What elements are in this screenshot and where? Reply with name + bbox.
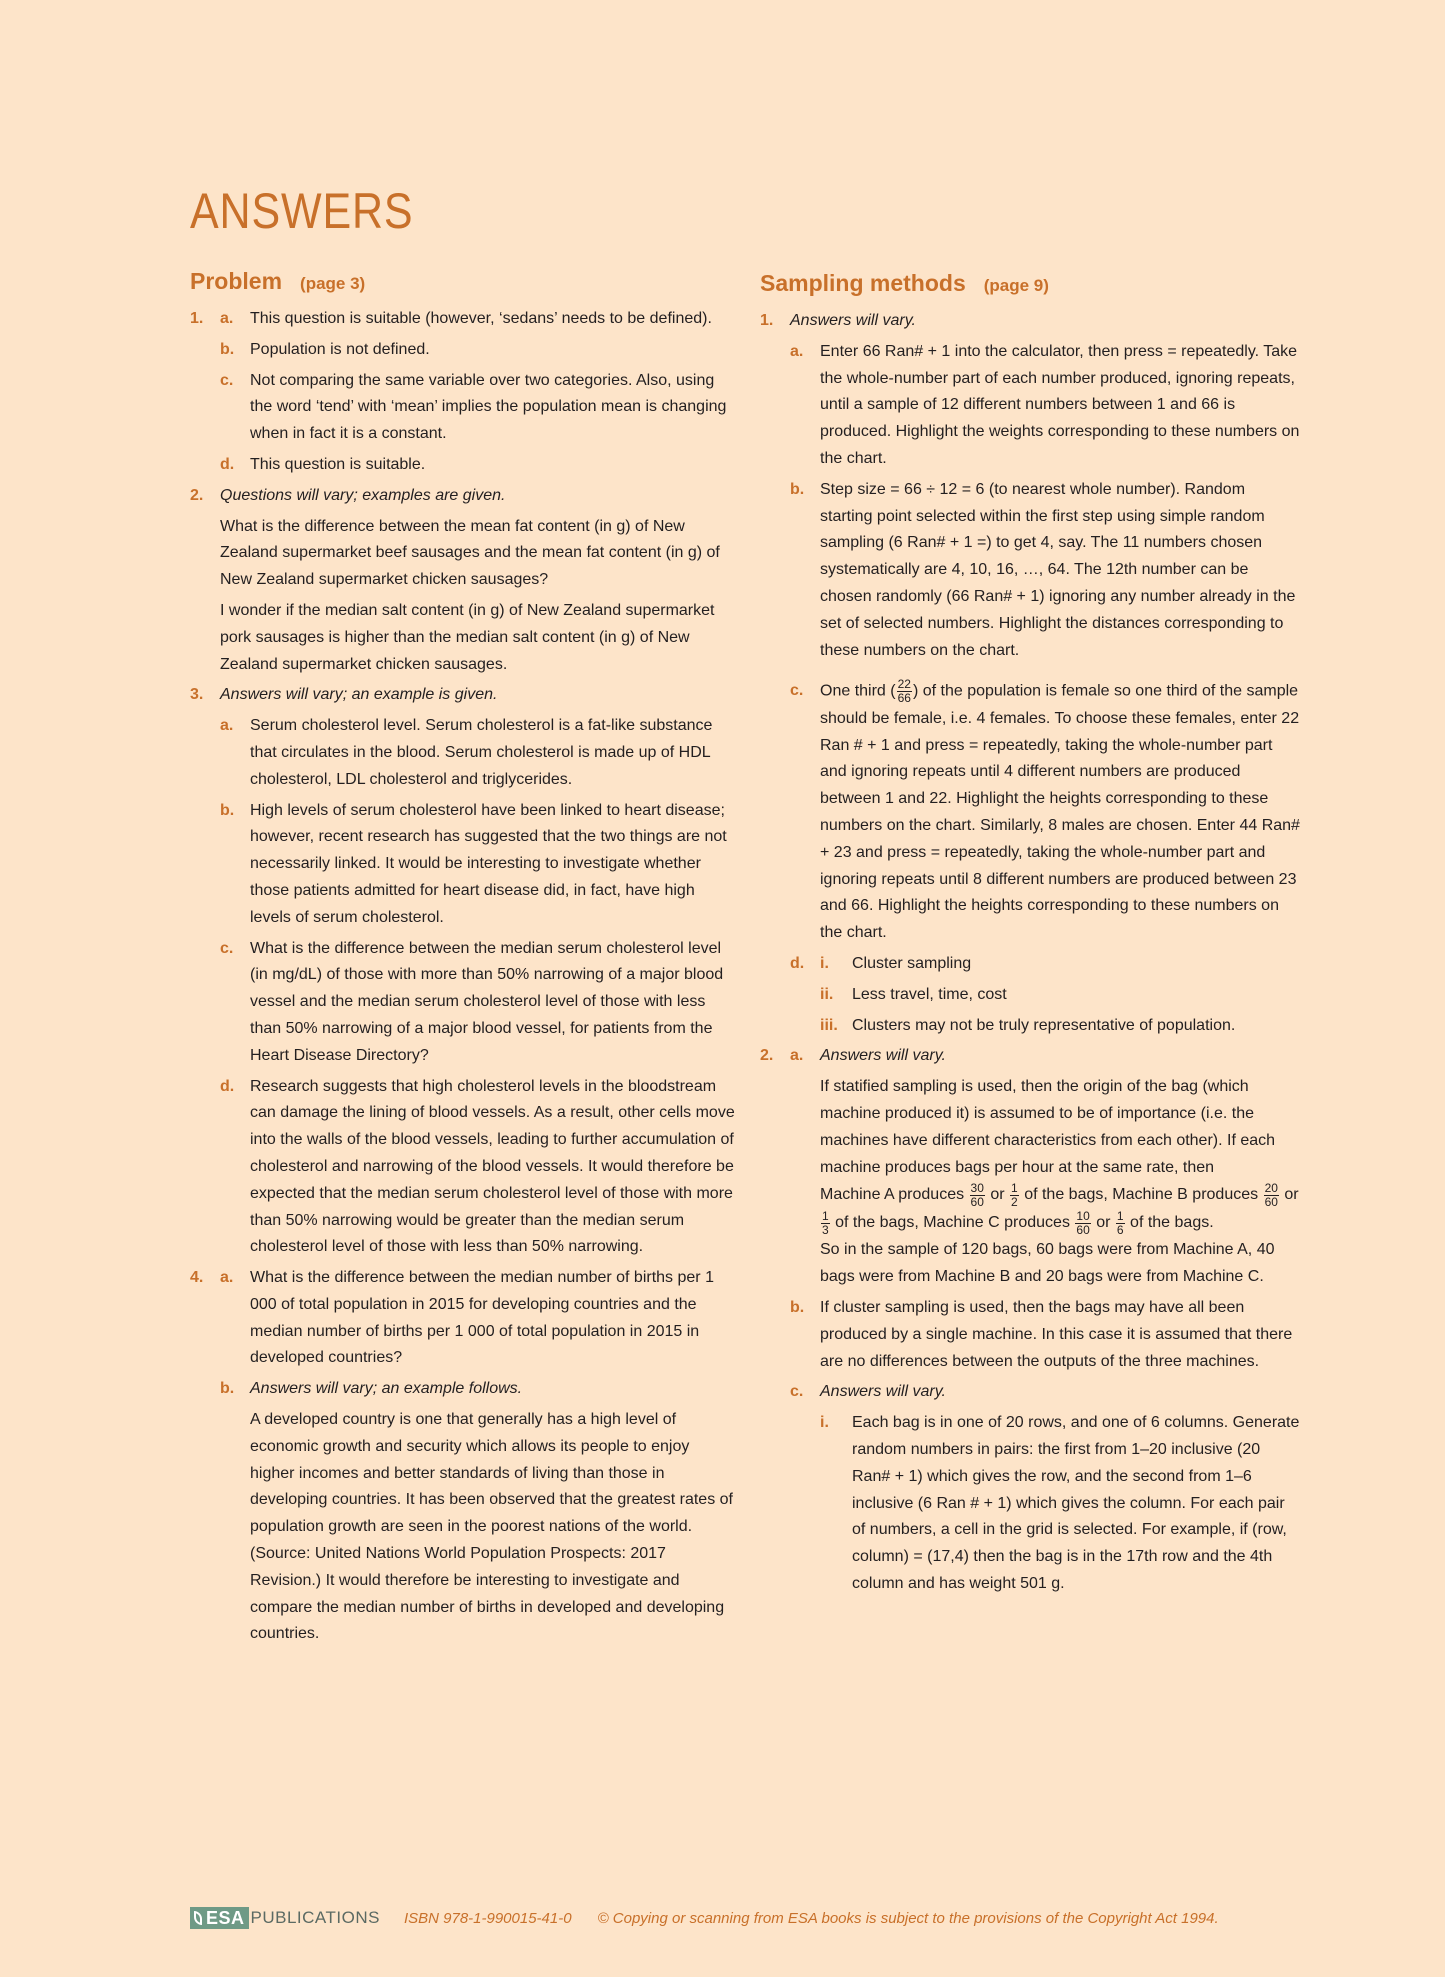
answer-text: Population is not defined.	[250, 340, 430, 358]
fraction	[821, 1210, 830, 1237]
section-heading-problem	[190, 268, 735, 302]
fraction-numerator: 1	[822, 1208, 829, 1223]
text-fragment: One third (	[820, 683, 896, 701]
answer-text: This question is suitable (however, ‘sedans’ needs to be defined).	[250, 310, 712, 327]
question-number: 2.	[190, 486, 204, 504]
answer-text: This question is suitable.	[250, 455, 426, 473]
copyright-notice: © Copying or scanning from ESA books is subject to the provisions of the Copyright Act 1994.	[597, 1909, 1219, 1927]
logo-text: ESA	[206, 1907, 245, 1928]
fraction-numerator: 30	[970, 1180, 984, 1195]
question-2c-i	[820, 1410, 1300, 1598]
question-number: 3.	[190, 686, 204, 704]
text-fragment: Machine A produces	[820, 1186, 965, 1204]
answer-intro: Answers will vary; an example is given.	[220, 686, 498, 704]
question-3b	[220, 798, 735, 932]
answer-text: What is the difference between the median serum cholesterol level (in mg/dL) of those with more than 50% narrowing of a major blood vessel and the median serum cholesterol level of those with less than 50% narrowing of a major blood vessel, for patients from the Heart Disease Directory?	[250, 939, 724, 1064]
answer-text: Step size = 66 ÷ 12 = 6 (to nearest whole number). Random starting point selected within the first step using simple random sampling (6 Ran# + 1 =) to get 4, say. The 11 numbers chosen systematically are 4, 10, 16, …, 64. The 12th number can be chosen randomly (66 Ran# + 1) ignoring any number already in the set of selected numbers. Highlight the distances corresponding to these numbers on the chart.	[820, 480, 1296, 659]
question-2c	[790, 1379, 1300, 1406]
question-number: 1.	[760, 312, 774, 329]
question-2b	[790, 1295, 1300, 1375]
question-1d	[220, 452, 735, 479]
part-label: c.	[220, 939, 234, 957]
subpart-label: i.	[820, 1414, 829, 1432]
answer-text: High levels of serum cholesterol have been linked to heart disease; however, recent research has suggested that the two things are not necessarily linked. It would be interesting to investigate whether those patients admitted for heart disease did, in fact, have high levels of serum cholesterol.	[250, 801, 727, 926]
publisher-name: PUBLICATIONS	[250, 1908, 380, 1927]
question-4	[190, 1265, 735, 1372]
question-1a	[790, 339, 1300, 473]
machine-fractions	[820, 1181, 1300, 1237]
question-1c	[220, 368, 735, 448]
part-label: d.	[220, 1077, 235, 1095]
part-label: d.	[220, 455, 235, 473]
answer-text: If cluster sampling is used, then the bags may have all been produced by a single machine. In this case it is assumed that there are no differences between the outputs of the three machines.	[820, 1299, 1293, 1370]
part-label: b.	[220, 340, 235, 358]
answer-text: Each bag is in one of 20 rows, and one of 6 columns. Generate random numbers in pairs: the first from 1–20 inclusive (20 Ran# + 1) which gives the row, and the second from 1–6 inclusive (6 Ran # + 1) which gives the column. For each pair of numbers, a cell in the grid is selected. For example, if (row, column) = (17,4) then the bag is in the 17th row and the 4th column and has weight 501 g.	[852, 1414, 1300, 1592]
fraction-denominator: 60	[970, 1194, 984, 1209]
fraction-denominator: 6	[1116, 1222, 1124, 1237]
fraction	[1075, 1210, 1090, 1237]
right-column	[760, 268, 1300, 1598]
fraction-numerator: 10	[1076, 1208, 1090, 1223]
answer-text: Clusters may not be truly representative of population.	[852, 1016, 1236, 1034]
answer-text: A developed country is one that generally has a high level of economic growth and security which allows its people to enjoy higher incomes and better standards of living than those in developing countries. It has been observed that the greatest rates of population growth are seen in the poorest nations of the world. (Source: United Nations World Population Prospects: 2017 Revision.) It would therefore be interesting to investigate and compare the median number of births in developed and developing countries.	[250, 1411, 733, 1643]
answer-intro: Questions will vary; examples are given.	[220, 486, 506, 504]
fraction	[970, 1182, 985, 1209]
part-label: a.	[220, 310, 234, 327]
answer-text: Less travel, time, cost	[852, 985, 1007, 1003]
isbn: ISBN 978-1-990015-41-0	[403, 1909, 572, 1927]
fraction-numerator: 22	[897, 677, 911, 692]
question-number: 2.	[760, 1047, 774, 1065]
fraction	[1264, 1182, 1279, 1209]
question-3c	[220, 936, 735, 1070]
part-label: b.	[220, 801, 235, 819]
answer-text: I wonder if the median salt content (in g) of New Zealand supermarket pork sausages is higher than the median salt content (in g) of New Zealand supermarket chicken sausages.	[220, 601, 715, 673]
question-1b	[790, 477, 1300, 665]
answer-intro: Answers will vary.	[790, 312, 916, 329]
text-fragment: or	[1096, 1214, 1111, 1232]
answer-text: Not comparing the same variable over two categories. Also, using the word ‘tend’ with ‘mean’ implies the population mean is changing when in fact it is a constant.	[250, 371, 727, 443]
leaf-icon	[194, 1911, 202, 1925]
answer-text: Research suggests that high cholesterol levels in the bloodstream can damage the lining of blood vessels. As a result, other cells move into the walls of the blood vessels, leading to further accumulation of cholesterol and narrowing of the blood vessels. It would therefore be expected that the median serum cholesterol level of those with more than 50% narrowing would be greater than the median serum cholesterol level of those with less than 50% narrowing.	[250, 1077, 735, 1256]
fraction-denominator: 3	[822, 1222, 829, 1237]
answer-intro: Answers will vary; an example follows.	[250, 1380, 523, 1398]
footer	[190, 1906, 1219, 1930]
fraction-denominator: 2	[1011, 1194, 1018, 1209]
text-fragment: ) of the population is female so one third of the sample should be female, i.e. 4 females. To choose these females, enter 22 Ran # + 1 and press = repeatedly, taking the whole-number part and ignoring repeats until 4 different numbers are produced between 1 and 22. Highlight the heights corresponding to these numbers on the chart. Similarly, 8 males are chosen. Enter 44 Ran# + 23 and press = repeatedly, taking the whole-number part and ignoring repeats until 8 different numbers are produced between 23 and 66. Highlight the heights corresponding to these numbers on the chart.	[820, 683, 1300, 942]
part-label: a.	[790, 342, 804, 360]
answer-text: So in the sample of 120 bags, 60 bags were from Machine A, 40 bags were from Machine B and 20 bags were from Machine C.	[820, 1241, 1275, 1286]
question-1	[760, 308, 1300, 335]
question-3	[190, 682, 735, 709]
part-label: a.	[220, 717, 234, 735]
section-title: Problem	[190, 268, 283, 294]
section-page-ref: (page 9)	[983, 276, 1049, 295]
subpart-label: i.	[820, 955, 829, 973]
question-3d	[220, 1074, 735, 1262]
part-label: c.	[790, 1383, 804, 1401]
question-number: 1.	[190, 310, 204, 327]
part-label: c.	[220, 371, 234, 389]
question-1d-iii	[820, 1013, 1300, 1040]
text-fragment: of the bags, Machine C produces	[835, 1214, 1070, 1232]
question-number: 4.	[190, 1269, 204, 1287]
answer-text: If statified sampling is used, then the origin of the bag (which machine produced it) is assumed to be of importance (i.e. the machines have different characteristics from each other). If each machine produces bags per hour at the same rate, then	[820, 1078, 1276, 1176]
answer-text: Enter 66 Ran# + 1 into the calculator, then press = repeatedly. Take the whole-number part of each number produced, ignoring repeats, until a sample of 12 different numbers between 1 and 66 is produced. Highlight the weights corresponding to these numbers on the chart.	[820, 342, 1300, 467]
fraction	[1010, 1182, 1019, 1209]
answer-text: Cluster sampling	[852, 955, 972, 973]
answer-intro: Answers will vary.	[820, 1047, 946, 1065]
part-label: b.	[220, 1380, 235, 1398]
page-title: ANSWERS	[190, 183, 414, 239]
part-label: d.	[790, 955, 805, 973]
part-label: b.	[790, 480, 805, 498]
question-3a	[220, 713, 735, 793]
fraction	[1116, 1210, 1125, 1237]
text-fragment: or	[990, 1186, 1005, 1204]
part-label: a.	[220, 1269, 234, 1287]
question-2	[190, 483, 735, 510]
fraction	[897, 678, 912, 705]
section-heading-sampling	[760, 270, 1300, 304]
left-column	[190, 268, 735, 1648]
section-page-ref: (page 3)	[300, 274, 366, 293]
question-1c	[790, 678, 1300, 947]
fraction-denominator: 60	[1076, 1222, 1090, 1237]
subpart-label: iii.	[820, 1016, 838, 1034]
fraction-denominator: 60	[1264, 1194, 1278, 1209]
fraction-numerator: 1	[1116, 1208, 1124, 1223]
subpart-label: ii.	[820, 985, 834, 1003]
answer-text: What is the difference between the median number of births per 1 000 of total population in 2015 for developing countries and the median number of births per 1 000 of total population in 2015 in developed countries?	[250, 1269, 714, 1367]
fraction-numerator: 20	[1264, 1180, 1278, 1195]
answer-text: Serum cholesterol level. Serum cholesterol is a fat-like substance that circulates in the blood. Serum cholesterol is made up of HDL cholesterol, LDL cholesterol and triglycerides.	[250, 717, 713, 788]
text-fragment: of the bags, Machine B produces	[1024, 1186, 1259, 1204]
fraction-numerator: 1	[1011, 1180, 1018, 1195]
fraction-denominator: 66	[897, 691, 911, 706]
question-4b	[220, 1376, 735, 1403]
question-1b	[220, 337, 735, 364]
question-2	[760, 1043, 1300, 1070]
answer-text	[820, 678, 1300, 947]
text-fragment: or	[1284, 1186, 1299, 1204]
text-fragment: of the bags.	[1130, 1214, 1214, 1232]
part-label: c.	[790, 682, 804, 700]
question-1d	[790, 951, 1300, 978]
answer-intro: Answers will vary.	[820, 1383, 946, 1401]
question-1d-ii	[820, 982, 1300, 1009]
answer-text: What is the difference between the mean fat content (in g) of New Zealand supermarket beef sausages and the mean fat content (in g) of New Zealand supermarket chicken sausages?	[220, 517, 720, 589]
question-1	[190, 306, 735, 333]
part-label: a.	[790, 1047, 804, 1065]
publisher-logo	[190, 1907, 249, 1929]
part-label: b.	[790, 1299, 805, 1317]
section-title: Sampling methods	[760, 270, 966, 296]
